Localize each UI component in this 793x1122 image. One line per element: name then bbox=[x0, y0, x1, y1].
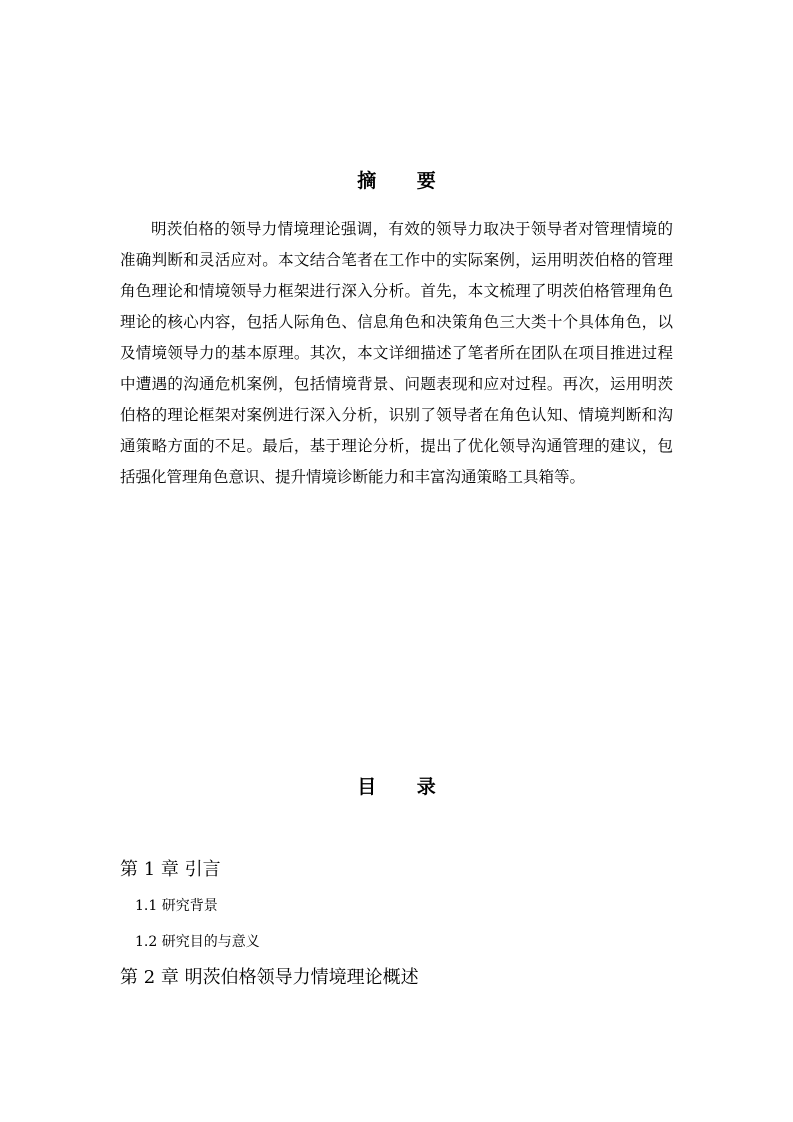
toc-heading: 目 录 bbox=[357, 776, 453, 798]
toc-chapter-2[interactable]: 第 2 章 明茨伯格领导力情境理论概述 bbox=[120, 967, 419, 988]
toc-section-1-2[interactable]: 1.2 研究目的与意义 bbox=[135, 934, 260, 950]
toc-chapter-1[interactable]: 第 1 章 引言 bbox=[120, 859, 221, 880]
abstract-heading: 摘 要 bbox=[357, 170, 453, 192]
toc-section-1-1[interactable]: 1.1 研究背景 bbox=[135, 898, 218, 914]
abstract-paragraph: 明茨伯格的领导力情境理论强调，有效的领导力取决于领导者对管理情境的准确判断和灵活应对。本文结合笔者在工作中的实际案例，运用明茨伯格的管理角色理论和情境领导力框架进行深入分析。首先，本文梳理了明茨伯格管理角色理论的核心内容，包括人际角色、信息角色和决策角色三大类十个具体角色，以及情境领导力的基本原理。其次，本文详细描述了笔者所在团队在项目推进过程中遭遇的沟通危机案例，包括情境背景、问题表现和应对过程。再次，运用明茨伯格的理论框架对案例进行深入分析，识别了领导者在角色认知、情境判断和沟通策略方面的不足。最后，基于理论分析，提出了优化领导沟通管理的建议，包括强化管理角色意识、提升情境诊断能力和丰富沟通策略工具箱等。 bbox=[120, 220, 673, 486]
table-of-contents bbox=[120, 852, 673, 996]
